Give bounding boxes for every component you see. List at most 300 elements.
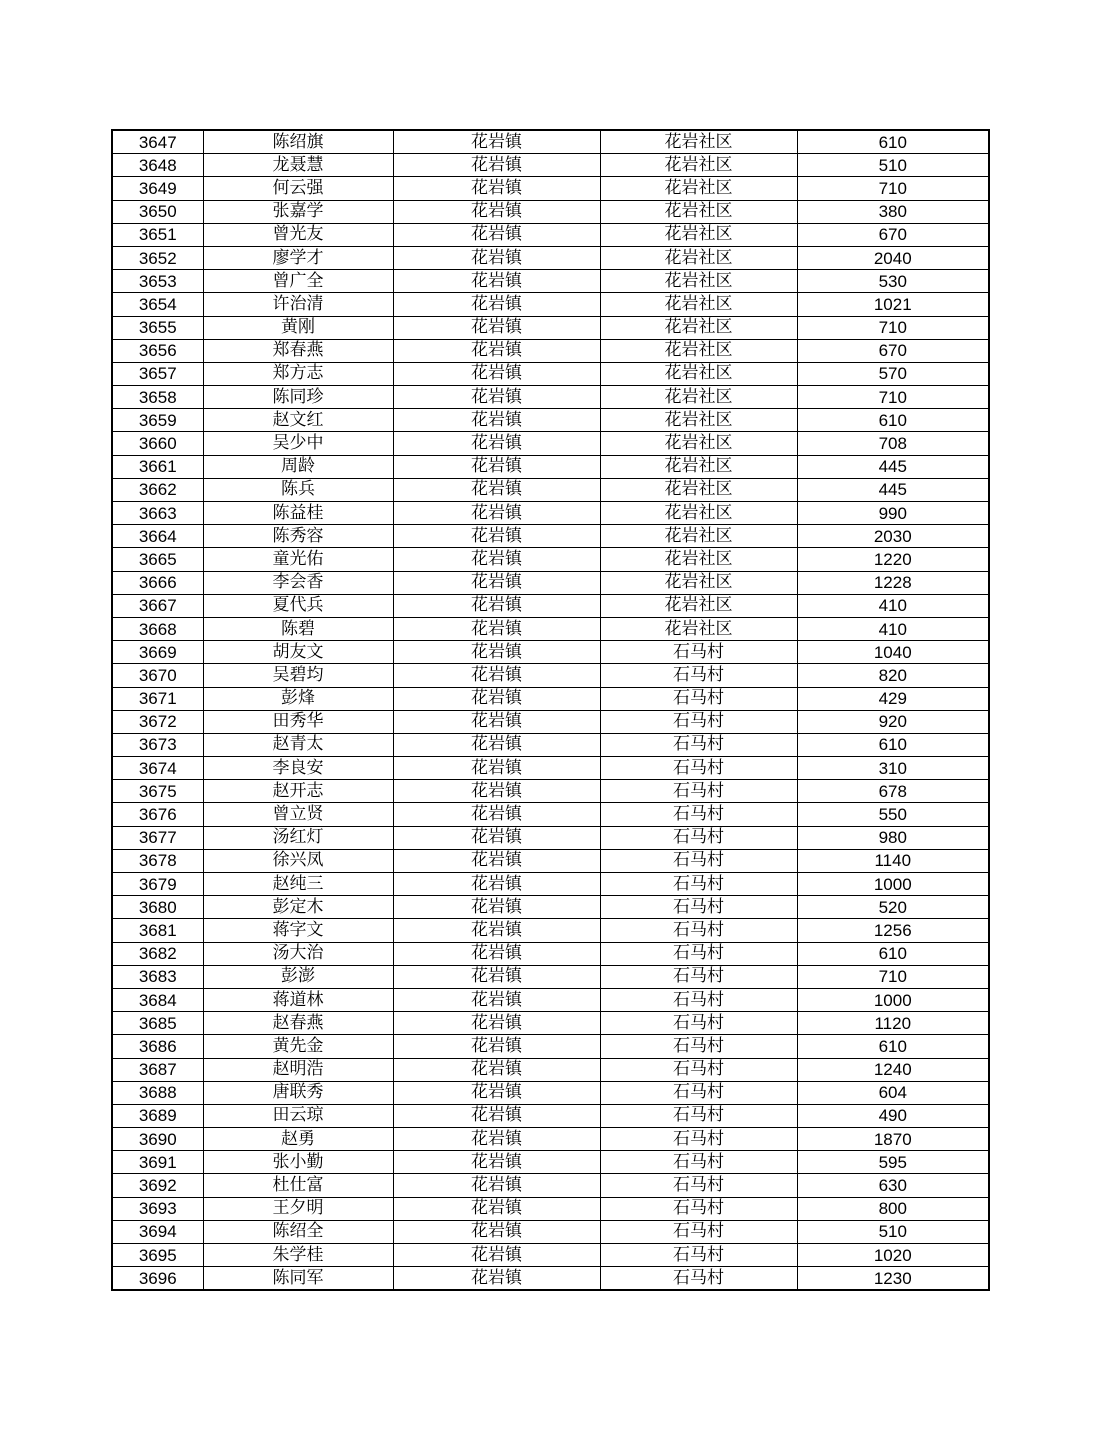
cell-number: 3691: [112, 1151, 203, 1174]
cell-amount: 1256: [797, 919, 989, 942]
table-row: [112, 270, 989, 293]
cell-amount: 410: [797, 594, 989, 617]
cell-name: 陈同军: [203, 1267, 393, 1291]
table-row: [112, 1267, 989, 1291]
cell-town: 花岩镇: [393, 594, 600, 617]
table-row: [112, 1128, 989, 1151]
cell-town: 花岩镇: [393, 154, 600, 177]
cell-name: 陈秀容: [203, 525, 393, 548]
cell-village: 石马村: [600, 733, 797, 756]
cell-name: 赵纯三: [203, 873, 393, 896]
cell-village: 石马村: [600, 896, 797, 919]
cell-village: 石马村: [600, 803, 797, 826]
cell-amount: 2030: [797, 525, 989, 548]
cell-village: 花岩社区: [600, 246, 797, 269]
table-row: [112, 803, 989, 826]
cell-amount: 610: [797, 733, 989, 756]
cell-name: 廖学才: [203, 246, 393, 269]
cell-name: 蒋字文: [203, 919, 393, 942]
cell-name: 陈碧: [203, 617, 393, 640]
cell-name: 陈绍全: [203, 1220, 393, 1243]
cell-village: 石马村: [600, 1174, 797, 1197]
cell-amount: 820: [797, 664, 989, 687]
table-row: [112, 1151, 989, 1174]
cell-town: 花岩镇: [393, 733, 600, 756]
table-row: [112, 849, 989, 872]
cell-number: 3651: [112, 223, 203, 246]
cell-amount: 710: [797, 177, 989, 200]
table-row: [112, 571, 989, 594]
cell-name: 杜仕富: [203, 1174, 393, 1197]
cell-town: 花岩镇: [393, 409, 600, 432]
cell-number: 3659: [112, 409, 203, 432]
cell-name: 彭烽: [203, 687, 393, 710]
cell-amount: 1120: [797, 1012, 989, 1035]
table-row: [112, 617, 989, 640]
cell-village: 花岩社区: [600, 571, 797, 594]
cell-amount: 595: [797, 1151, 989, 1174]
cell-number: 3650: [112, 200, 203, 223]
cell-amount: 310: [797, 757, 989, 780]
cell-town: 花岩镇: [393, 1035, 600, 1058]
cell-amount: 445: [797, 478, 989, 501]
cell-number: 3693: [112, 1197, 203, 1220]
cell-amount: 445: [797, 455, 989, 478]
cell-town: 花岩镇: [393, 455, 600, 478]
cell-amount: 710: [797, 316, 989, 339]
cell-number: 3694: [112, 1220, 203, 1243]
cell-village: 石马村: [600, 849, 797, 872]
cell-village: 花岩社区: [600, 432, 797, 455]
cell-number: 3683: [112, 965, 203, 988]
cell-town: 花岩镇: [393, 362, 600, 385]
cell-amount: 1240: [797, 1058, 989, 1081]
cell-amount: 510: [797, 154, 989, 177]
cell-town: 花岩镇: [393, 386, 600, 409]
cell-town: 花岩镇: [393, 1267, 600, 1291]
table-row: [112, 316, 989, 339]
cell-village: 花岩社区: [600, 386, 797, 409]
cell-village: 花岩社区: [600, 409, 797, 432]
cell-number: 3673: [112, 733, 203, 756]
cell-village: 石马村: [600, 965, 797, 988]
cell-number: 3688: [112, 1081, 203, 1104]
cell-name: 吴少中: [203, 432, 393, 455]
cell-number: 3668: [112, 617, 203, 640]
table-row: [112, 664, 989, 687]
cell-number: 3687: [112, 1058, 203, 1081]
table-row: [112, 223, 989, 246]
cell-number: 3660: [112, 432, 203, 455]
cell-village: 花岩社区: [600, 548, 797, 571]
cell-amount: 520: [797, 896, 989, 919]
cell-name: 夏代兵: [203, 594, 393, 617]
table-row: [112, 502, 989, 525]
cell-name: 汤红灯: [203, 826, 393, 849]
cell-town: 花岩镇: [393, 130, 600, 154]
cell-number: 3654: [112, 293, 203, 316]
cell-amount: 1140: [797, 849, 989, 872]
cell-name: 赵明浩: [203, 1058, 393, 1081]
table-row: [112, 757, 989, 780]
cell-town: 花岩镇: [393, 339, 600, 362]
cell-town: 花岩镇: [393, 1151, 600, 1174]
cell-name: 周龄: [203, 455, 393, 478]
cell-amount: 630: [797, 1174, 989, 1197]
table-body: [112, 130, 989, 1290]
cell-amount: 800: [797, 1197, 989, 1220]
cell-number: 3647: [112, 130, 203, 154]
table-row: [112, 432, 989, 455]
cell-name: 曾广全: [203, 270, 393, 293]
cell-name: 蒋道林: [203, 988, 393, 1011]
cell-amount: 710: [797, 965, 989, 988]
table-row: [112, 594, 989, 617]
cell-number: 3670: [112, 664, 203, 687]
cell-number: 3672: [112, 710, 203, 733]
cell-village: 石马村: [600, 1267, 797, 1291]
table-row: [112, 409, 989, 432]
cell-amount: 570: [797, 362, 989, 385]
table-row: [112, 154, 989, 177]
cell-amount: 429: [797, 687, 989, 710]
cell-amount: 2040: [797, 246, 989, 269]
cell-village: 石马村: [600, 1197, 797, 1220]
cell-amount: 610: [797, 130, 989, 154]
cell-name: 黄刚: [203, 316, 393, 339]
cell-number: 3658: [112, 386, 203, 409]
cell-village: 石马村: [600, 1220, 797, 1243]
cell-town: 花岩镇: [393, 1197, 600, 1220]
cell-amount: 604: [797, 1081, 989, 1104]
cell-village: 花岩社区: [600, 594, 797, 617]
cell-town: 花岩镇: [393, 246, 600, 269]
cell-village: 石马村: [600, 988, 797, 1011]
cell-number: 3680: [112, 896, 203, 919]
cell-number: 3648: [112, 154, 203, 177]
cell-amount: 410: [797, 617, 989, 640]
table-row: [112, 1104, 989, 1127]
cell-village: 花岩社区: [600, 525, 797, 548]
cell-name: 曾光友: [203, 223, 393, 246]
cell-town: 花岩镇: [393, 617, 600, 640]
cell-town: 花岩镇: [393, 826, 600, 849]
cell-amount: 708: [797, 432, 989, 455]
cell-town: 花岩镇: [393, 223, 600, 246]
cell-name: 胡友文: [203, 641, 393, 664]
cell-amount: 380: [797, 200, 989, 223]
table-row: [112, 710, 989, 733]
table-row: [112, 988, 989, 1011]
cell-name: 李良安: [203, 757, 393, 780]
cell-name: 李会香: [203, 571, 393, 594]
cell-village: 花岩社区: [600, 200, 797, 223]
cell-town: 花岩镇: [393, 432, 600, 455]
cell-name: 赵春燕: [203, 1012, 393, 1035]
cell-village: 花岩社区: [600, 130, 797, 154]
table-row: [112, 1012, 989, 1035]
cell-village: 花岩社区: [600, 502, 797, 525]
table-row: [112, 339, 989, 362]
cell-number: 3652: [112, 246, 203, 269]
cell-amount: 1020: [797, 1244, 989, 1267]
cell-village: 石马村: [600, 919, 797, 942]
cell-amount: 530: [797, 270, 989, 293]
cell-village: 花岩社区: [600, 316, 797, 339]
cell-name: 赵青太: [203, 733, 393, 756]
cell-number: 3649: [112, 177, 203, 200]
cell-amount: 670: [797, 223, 989, 246]
cell-town: 花岩镇: [393, 757, 600, 780]
cell-name: 何云强: [203, 177, 393, 200]
cell-amount: 610: [797, 409, 989, 432]
cell-number: 3684: [112, 988, 203, 1011]
cell-amount: 1870: [797, 1128, 989, 1151]
cell-name: 郑方志: [203, 362, 393, 385]
cell-number: 3689: [112, 1104, 203, 1127]
cell-number: 3662: [112, 478, 203, 501]
cell-town: 花岩镇: [393, 293, 600, 316]
cell-village: 石马村: [600, 687, 797, 710]
data-table: [111, 129, 990, 1291]
cell-number: 3653: [112, 270, 203, 293]
cell-name: 王夕明: [203, 1197, 393, 1220]
cell-village: 花岩社区: [600, 270, 797, 293]
cell-village: 石马村: [600, 664, 797, 687]
cell-town: 花岩镇: [393, 919, 600, 942]
cell-amount: 670: [797, 339, 989, 362]
cell-name: 彭定木: [203, 896, 393, 919]
cell-town: 花岩镇: [393, 177, 600, 200]
cell-amount: 1228: [797, 571, 989, 594]
cell-name: 田云琼: [203, 1104, 393, 1127]
table-row: [112, 1035, 989, 1058]
table-row: [112, 919, 989, 942]
cell-village: 石马村: [600, 1151, 797, 1174]
table-row: [112, 687, 989, 710]
table-row: [112, 1244, 989, 1267]
cell-number: 3667: [112, 594, 203, 617]
cell-name: 陈兵: [203, 478, 393, 501]
cell-number: 3661: [112, 455, 203, 478]
cell-number: 3664: [112, 525, 203, 548]
cell-amount: 1040: [797, 641, 989, 664]
cell-name: 童光佑: [203, 548, 393, 571]
cell-town: 花岩镇: [393, 1244, 600, 1267]
cell-town: 花岩镇: [393, 780, 600, 803]
cell-number: 3692: [112, 1174, 203, 1197]
cell-number: 3671: [112, 687, 203, 710]
cell-number: 3657: [112, 362, 203, 385]
table-row: [112, 386, 989, 409]
table-row: [112, 733, 989, 756]
cell-town: 花岩镇: [393, 687, 600, 710]
table-row: [112, 1197, 989, 1220]
cell-number: 3663: [112, 502, 203, 525]
cell-number: 3674: [112, 757, 203, 780]
cell-town: 花岩镇: [393, 942, 600, 965]
cell-name: 唐联秀: [203, 1081, 393, 1104]
cell-village: 花岩社区: [600, 362, 797, 385]
cell-town: 花岩镇: [393, 502, 600, 525]
cell-amount: 980: [797, 826, 989, 849]
cell-number: 3695: [112, 1244, 203, 1267]
cell-village: 石马村: [600, 942, 797, 965]
cell-amount: 1220: [797, 548, 989, 571]
cell-name: 曾立贤: [203, 803, 393, 826]
cell-number: 3696: [112, 1267, 203, 1291]
cell-name: 徐兴凤: [203, 849, 393, 872]
cell-village: 花岩社区: [600, 293, 797, 316]
cell-town: 花岩镇: [393, 478, 600, 501]
cell-village: 花岩社区: [600, 223, 797, 246]
cell-name: 许治清: [203, 293, 393, 316]
cell-town: 花岩镇: [393, 200, 600, 223]
table-row: [112, 130, 989, 154]
cell-village: 花岩社区: [600, 455, 797, 478]
cell-village: 石马村: [600, 873, 797, 896]
table-row: [112, 826, 989, 849]
cell-village: 石马村: [600, 1012, 797, 1035]
table-row: [112, 1058, 989, 1081]
cell-amount: 1000: [797, 988, 989, 1011]
cell-name: 黄先金: [203, 1035, 393, 1058]
cell-number: 3677: [112, 826, 203, 849]
cell-town: 花岩镇: [393, 896, 600, 919]
cell-town: 花岩镇: [393, 849, 600, 872]
cell-name: 陈益桂: [203, 502, 393, 525]
cell-number: 3679: [112, 873, 203, 896]
cell-number: 3655: [112, 316, 203, 339]
cell-town: 花岩镇: [393, 988, 600, 1011]
cell-number: 3676: [112, 803, 203, 826]
cell-name: 张嘉学: [203, 200, 393, 223]
cell-number: 3656: [112, 339, 203, 362]
cell-amount: 550: [797, 803, 989, 826]
cell-village: 石马村: [600, 1058, 797, 1081]
cell-amount: 920: [797, 710, 989, 733]
table-row: [112, 293, 989, 316]
cell-village: 石马村: [600, 1104, 797, 1127]
cell-town: 花岩镇: [393, 1174, 600, 1197]
cell-name: 彭澎: [203, 965, 393, 988]
cell-name: 汤大治: [203, 942, 393, 965]
cell-name: 吴碧均: [203, 664, 393, 687]
cell-town: 花岩镇: [393, 1012, 600, 1035]
cell-amount: 1230: [797, 1267, 989, 1291]
cell-name: 张小勤: [203, 1151, 393, 1174]
cell-village: 花岩社区: [600, 339, 797, 362]
cell-amount: 678: [797, 780, 989, 803]
table-row: [112, 942, 989, 965]
cell-number: 3681: [112, 919, 203, 942]
cell-village: 石马村: [600, 757, 797, 780]
cell-village: 石马村: [600, 1081, 797, 1104]
cell-amount: 610: [797, 942, 989, 965]
cell-name: 田秀华: [203, 710, 393, 733]
cell-village: 石马村: [600, 780, 797, 803]
cell-number: 3665: [112, 548, 203, 571]
cell-village: 石马村: [600, 1128, 797, 1151]
table-row: [112, 548, 989, 571]
cell-name: 陈绍旗: [203, 130, 393, 154]
table-row: [112, 1174, 989, 1197]
cell-village: 花岩社区: [600, 617, 797, 640]
cell-town: 花岩镇: [393, 525, 600, 548]
cell-town: 花岩镇: [393, 664, 600, 687]
cell-amount: 1021: [797, 293, 989, 316]
table-row: [112, 246, 989, 269]
table-row: [112, 873, 989, 896]
cell-town: 花岩镇: [393, 270, 600, 293]
cell-village: 石马村: [600, 1244, 797, 1267]
cell-village: 石马村: [600, 710, 797, 733]
cell-amount: 710: [797, 386, 989, 409]
cell-village: 花岩社区: [600, 154, 797, 177]
cell-number: 3685: [112, 1012, 203, 1035]
cell-name: 朱学桂: [203, 1244, 393, 1267]
cell-village: 石马村: [600, 1035, 797, 1058]
table-row: [112, 455, 989, 478]
cell-town: 花岩镇: [393, 873, 600, 896]
cell-number: 3675: [112, 780, 203, 803]
cell-number: 3686: [112, 1035, 203, 1058]
cell-name: 郑春燕: [203, 339, 393, 362]
table-row: [112, 525, 989, 548]
cell-town: 花岩镇: [393, 571, 600, 594]
cell-amount: 490: [797, 1104, 989, 1127]
cell-number: 3690: [112, 1128, 203, 1151]
cell-village: 石马村: [600, 641, 797, 664]
cell-town: 花岩镇: [393, 1220, 600, 1243]
cell-town: 花岩镇: [393, 1104, 600, 1127]
table-row: [112, 200, 989, 223]
table-row: [112, 478, 989, 501]
table-row: [112, 177, 989, 200]
cell-number: 3666: [112, 571, 203, 594]
cell-town: 花岩镇: [393, 710, 600, 733]
table-row: [112, 1220, 989, 1243]
cell-amount: 610: [797, 1035, 989, 1058]
cell-town: 花岩镇: [393, 641, 600, 664]
cell-number: 3678: [112, 849, 203, 872]
table-row: [112, 1081, 989, 1104]
cell-town: 花岩镇: [393, 1081, 600, 1104]
cell-name: 赵勇: [203, 1128, 393, 1151]
table-row: [112, 362, 989, 385]
cell-amount: 510: [797, 1220, 989, 1243]
cell-village: 花岩社区: [600, 177, 797, 200]
cell-town: 花岩镇: [393, 965, 600, 988]
table-row: [112, 780, 989, 803]
cell-village: 花岩社区: [600, 478, 797, 501]
table-row: [112, 641, 989, 664]
cell-amount: 990: [797, 502, 989, 525]
cell-name: 龙聂慧: [203, 154, 393, 177]
cell-village: 石马村: [600, 826, 797, 849]
table-row: [112, 965, 989, 988]
cell-name: 赵开志: [203, 780, 393, 803]
cell-amount: 1000: [797, 873, 989, 896]
cell-town: 花岩镇: [393, 803, 600, 826]
cell-number: 3669: [112, 641, 203, 664]
table-row: [112, 896, 989, 919]
cell-town: 花岩镇: [393, 548, 600, 571]
cell-town: 花岩镇: [393, 1058, 600, 1081]
cell-town: 花岩镇: [393, 316, 600, 339]
cell-town: 花岩镇: [393, 1128, 600, 1151]
cell-name: 赵文红: [203, 409, 393, 432]
